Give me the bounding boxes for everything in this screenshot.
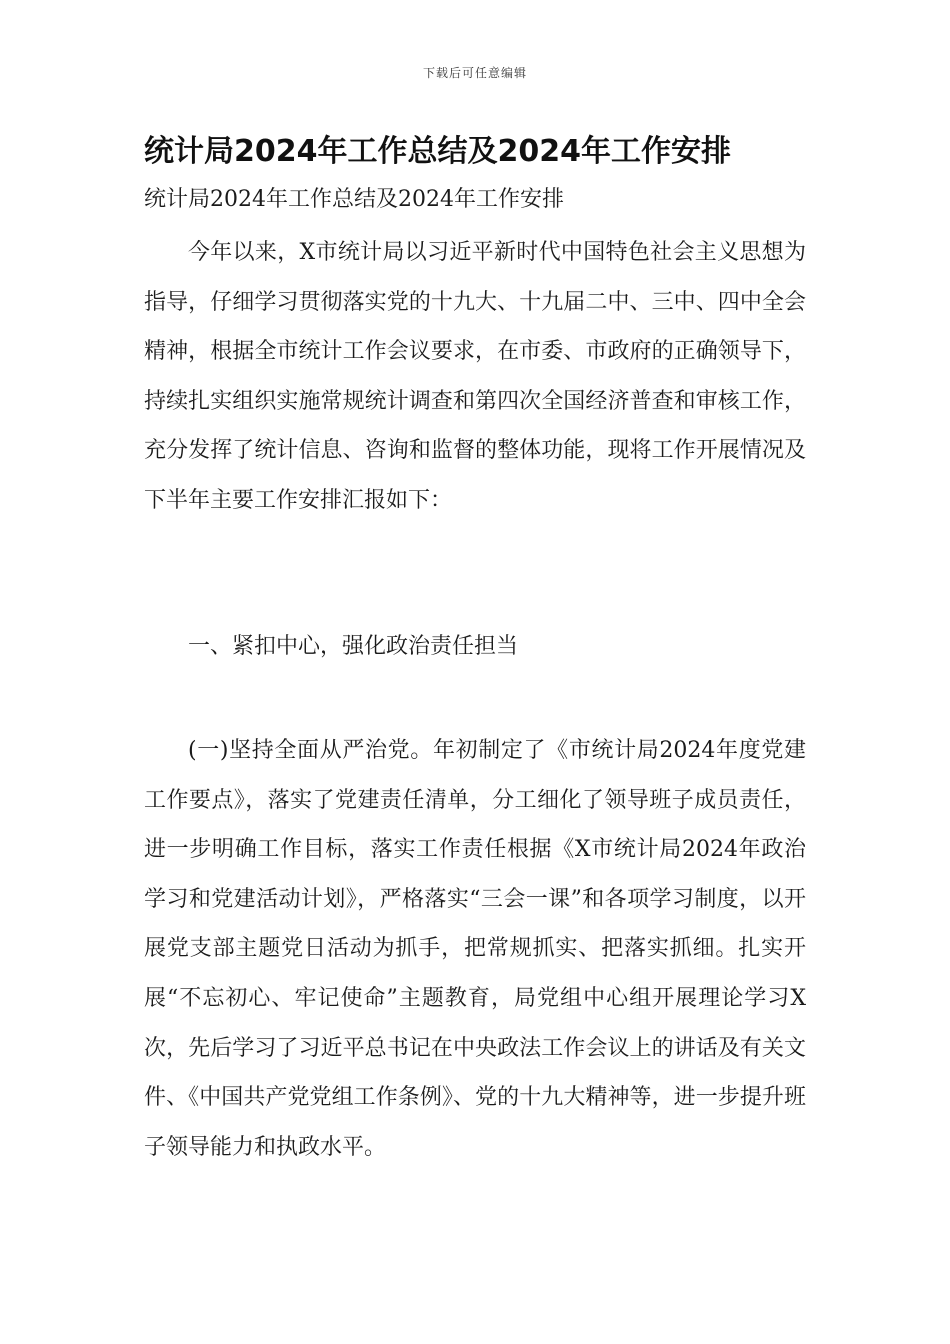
document-title: 统计局2024年工作总结及2024年工作安排	[144, 134, 731, 169]
section-heading: 一、紧扣中心，强化政治责任担当	[188, 634, 519, 659]
download-note: 下载后可任意编辑	[422, 66, 527, 80]
intro-paragraph: 今年以来，X市统计局以习近平新时代中国特色社会主义思想为指导，仔细学习贯彻落实党的十九大、十九届二中、三中、四中全会精神，根据全市统计工作会议要求，在市委、市政府的正确领导下，持续扎实组织实施常规统计调查和第四次全国经济普查和审核工作，充分发挥了统计信息、咨询和监督的整体功能，现将工作开展情况及下半年主要工作安排汇报如下：	[144, 240, 806, 513]
item-paragraph: (一)坚持全面从严治党。年初制定了《市统计局2024年度党建工作要点》，落实了党建责任清单，分工细化了领导班子成员责任，进一步明确工作目标，落实工作责任根据《X市统计局2024年政治学习和党建活动计划》，严格落实“三会一课”和各项学习制度，以开展党支部主题党日活动为抓手，把常规抓实、把落实抓细。扎实开展“不忘初心、牢记使命”主题教育，局党组中心组开展理论学习X次，先后学习了习近平总书记在中央政法工作会议上的讲话及有关文件、《中国共产党党组工作条例》、党的十九大精神等，进一步提升班子领导能力和执政水平。	[144, 738, 806, 1160]
document-subtitle: 统计局2024年工作总结及2024年工作安排	[144, 187, 564, 212]
